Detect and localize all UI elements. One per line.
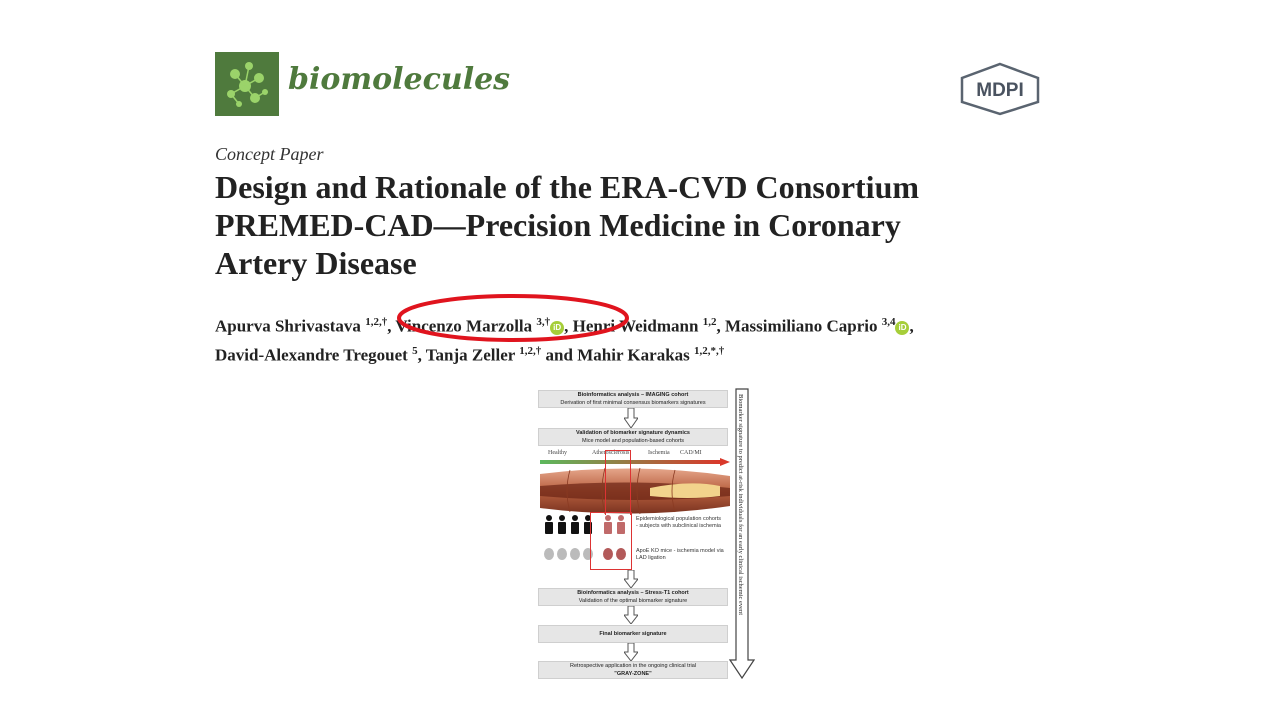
author-name: Mahir Karakas xyxy=(577,345,690,365)
figure-box-stress xyxy=(538,588,728,606)
author-affiliation: 3,4 xyxy=(881,316,896,328)
figure-box-text: Derivation of first minimal consensus biomarkers signatures xyxy=(560,400,706,406)
down-arrow-icon xyxy=(624,606,638,624)
journal-name: biomolecules xyxy=(288,62,511,97)
article-type: Concept Paper xyxy=(215,144,324,164)
side-arrow-label: Biomarker signature to predict at-risk individuals for an early clinical ischemic event xyxy=(737,394,744,616)
highlight-ellipse xyxy=(395,292,631,344)
stage-label: Healthy xyxy=(548,450,567,456)
person-icon xyxy=(545,515,553,534)
figure-box-text: Validation of the optimal biomarker signature xyxy=(578,598,688,604)
molecule-icon xyxy=(215,52,279,116)
down-arrow-icon xyxy=(624,408,638,428)
author-affiliation: 1,2,† xyxy=(365,316,388,328)
mouse-icon xyxy=(557,548,567,560)
author-name: Tanja Zeller xyxy=(425,345,516,365)
author-line: David-Alexandre Tregouet $^5$, Tanja Zeller $^{1,2,\dagger}$ and Mahir Karakas $^{1,2,*,\dagger}$ xyxy=(215,344,725,365)
author-affiliation: 5 xyxy=(412,344,418,357)
mouse-icon xyxy=(570,548,580,560)
figure-box-text: Mice model and population-based cohorts xyxy=(581,438,685,444)
side-down-arrow xyxy=(729,388,755,680)
artery-illustration xyxy=(540,466,730,516)
author-affiliation: 1,2,† xyxy=(519,344,542,357)
author-affiliation: 1,2,*,† xyxy=(694,344,725,357)
figure-box-imaging xyxy=(538,390,728,408)
author-affiliation: 3,† xyxy=(536,316,551,328)
orcid-icon[interactable]: iD xyxy=(895,321,909,335)
down-arrow-icon xyxy=(624,570,638,588)
figure-box-validation xyxy=(538,428,728,446)
author-name: Apurva Shrivastava xyxy=(215,316,361,336)
figure-box-text: Retrospective application in the ongoing clinical trial xyxy=(570,663,696,669)
author-list xyxy=(215,310,1095,367)
orcid-icon[interactable]: iD xyxy=(550,321,564,335)
publisher-logo xyxy=(958,62,1042,116)
figure-box-title: Bioinformatics analysis – Stress-T1 cohort xyxy=(577,590,689,596)
publisher-name: MDPI xyxy=(976,80,1024,101)
author-name: Vincenzo Marzolla xyxy=(395,316,533,336)
stage-label: Atherosclerosis xyxy=(592,450,630,456)
figure-note: ApoE KO mice - ischemia model via LAD ligation xyxy=(636,548,724,561)
authors-joiner: and xyxy=(545,345,573,365)
journal-logo xyxy=(215,52,279,116)
title-line: PREMED-CAD—Precision Medicine in Coronary xyxy=(215,207,901,243)
progression-arrow xyxy=(540,458,730,466)
author-name: David-Alexandre Tregouet xyxy=(215,345,408,365)
stage-label: Ischemia xyxy=(648,450,670,456)
down-arrow-icon xyxy=(624,643,638,661)
author-line: Apurva Shrivastava $^{1,2,\dagger}$, Vincenzo Marzolla $^{3,\dagger}$ iD , Henri Weidmann $^{1,2}$, Massimiliano Caprio $^{3,4}$ iD , xyxy=(215,316,914,336)
title-line: Artery Disease xyxy=(215,245,417,281)
figure-box-title: Bioinformatics analysis – IMAGING cohort xyxy=(577,392,689,398)
title-line: Design and Rationale of the ERA-CVD Consortium xyxy=(215,169,920,205)
figure-box-final xyxy=(538,625,728,643)
person-icon xyxy=(571,515,579,534)
mouse-icon xyxy=(544,548,554,560)
figure-box-title: Final biomarker signature xyxy=(599,631,667,637)
person-icon xyxy=(558,515,566,534)
ischemia-highlight-column xyxy=(605,450,631,515)
author-name: Massimiliano Caprio xyxy=(724,316,878,336)
paper-title xyxy=(215,168,1075,282)
author-name: Henri Weidmann xyxy=(572,316,699,336)
figure-box-grayzone xyxy=(538,661,728,679)
ischemia-highlight-box xyxy=(590,512,632,570)
figure-box-title: "GRAY-ZONE" xyxy=(614,671,652,677)
author-affiliation: 1,2 xyxy=(702,316,717,328)
figure-note: Epidemiological population cohorts - subjects with subclinical ischemia xyxy=(636,516,721,529)
figure-box-title: Validation of biomarker signature dynamics xyxy=(575,430,690,436)
stage-label: CAD/MI xyxy=(680,450,702,456)
